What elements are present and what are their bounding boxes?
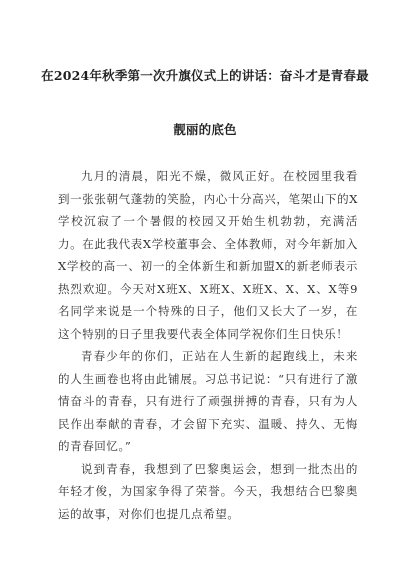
document-title-line-2: 靓丽的底色: [173, 122, 237, 137]
paragraph-3: 说到青春，我想到了巴黎奥运会，想到一批杰出的年轻才俊，为国家争得了荣誉。今天，我想结合巴黎奥运的故事，对你们也提几点希望。: [58, 461, 358, 521]
document-body: [58, 165, 358, 525]
paragraph-1: 九月的清晨，阳光不燥，微风正好。在校园里我看到一张张朝气蓬勃的笑脸，内心十分高兴，笔架山下的X学校沉寂了一个暑假的校园又开始生机勃勃，充满活力。在此我代表X学校董事会、全体教师，对今年新加入X学校的高一、初一的全体新生和新加盟X的新老师表示热烈欢迎。今天对X班X、X班X、X班X、X、X、X等9名同学来说是一个特殊的日子，他们又长大了一岁，在这个特别的日子里我要代表全体同学祝你们生日快乐！: [58, 169, 358, 341]
document-title-line-1: 在2024年秋季第一次升旗仪式上的讲话：奋斗才是青春最: [41, 68, 369, 83]
paragraph-2: 青春少年的你们，正站在人生新的起跑线上，未来的人生画卷也将由此铺展。习总书记说：“只有进行了激情奋斗的青春，只有进行了顽强拼搏的青春，只有为人民作出奉献的青春，才会留下充实、温暖、持久、无悔的青春回忆。”: [58, 349, 358, 453]
